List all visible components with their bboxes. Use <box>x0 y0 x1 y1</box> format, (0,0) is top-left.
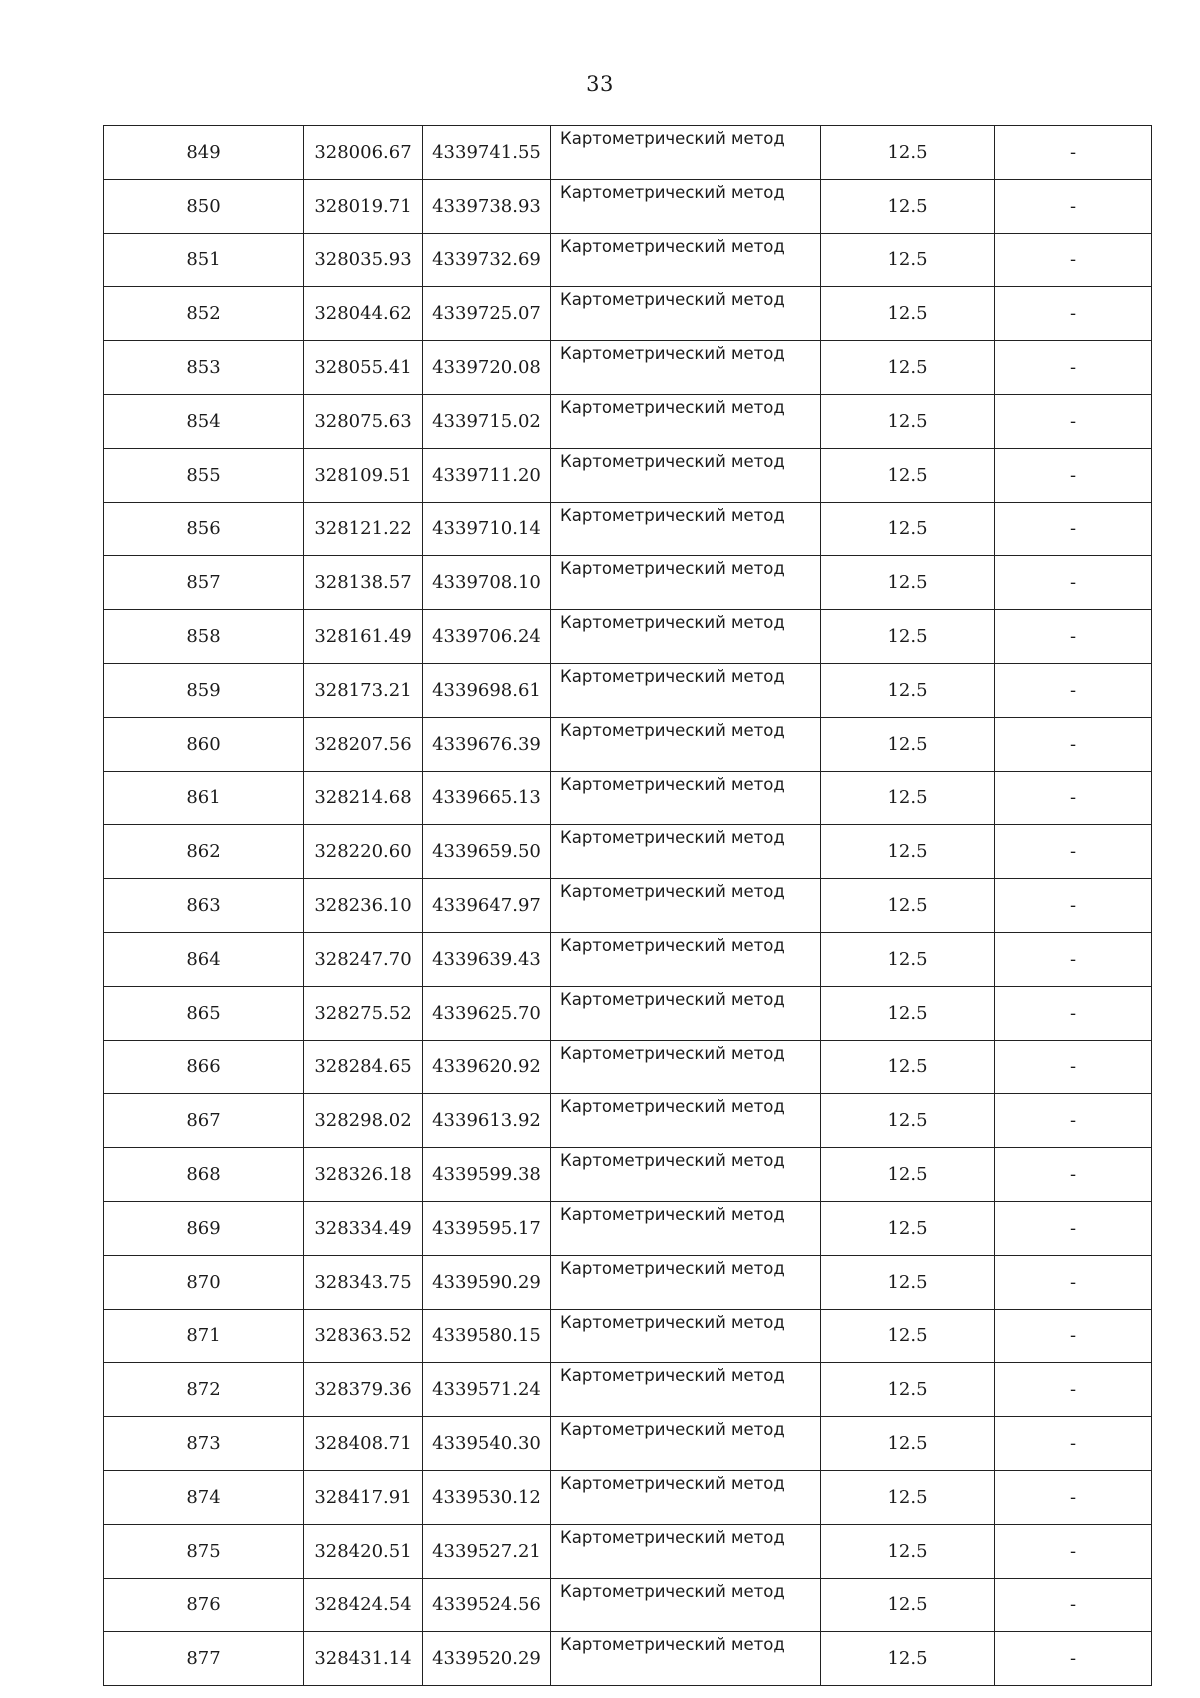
table-row <box>104 341 1152 395</box>
point-number-cell: 874 <box>104 1470 304 1524</box>
point-number-cell: 854 <box>104 394 304 448</box>
y-coordinate-cell: 4339540.30 <box>423 1417 551 1471</box>
note-cell: - <box>995 502 1152 556</box>
x-coordinate-cell: 328109.51 <box>304 448 423 502</box>
y-coordinate-cell: 4339720.08 <box>423 341 551 395</box>
table-row <box>104 610 1152 664</box>
point-number-cell: 858 <box>104 610 304 664</box>
table-row <box>104 825 1152 879</box>
point-number-cell: 871 <box>104 1309 304 1363</box>
accuracy-cell: 12.5 <box>821 932 995 986</box>
y-coordinate-cell: 4339580.15 <box>423 1309 551 1363</box>
table-row <box>104 1040 1152 1094</box>
accuracy-cell: 12.5 <box>821 663 995 717</box>
point-number-cell: 853 <box>104 341 304 395</box>
note-cell: - <box>995 1524 1152 1578</box>
accuracy-cell: 12.5 <box>821 1417 995 1471</box>
y-coordinate-cell: 4339647.97 <box>423 879 551 933</box>
y-coordinate-cell: 4339676.39 <box>423 717 551 771</box>
method-cell: Картометрический метод <box>551 1255 821 1309</box>
y-coordinate-cell: 4339571.24 <box>423 1363 551 1417</box>
accuracy-cell: 12.5 <box>821 610 995 664</box>
x-coordinate-cell: 328138.57 <box>304 556 423 610</box>
point-number-cell: 849 <box>104 126 304 180</box>
x-coordinate-cell: 328173.21 <box>304 663 423 717</box>
coordinates-table-body <box>104 126 1152 1686</box>
y-coordinate-cell: 4339659.50 <box>423 825 551 879</box>
y-coordinate-cell: 4339625.70 <box>423 986 551 1040</box>
method-cell: Картометрический метод <box>551 179 821 233</box>
accuracy-cell: 12.5 <box>821 179 995 233</box>
table-row <box>104 1470 1152 1524</box>
x-coordinate-cell: 328247.70 <box>304 932 423 986</box>
method-cell: Картометрический метод <box>551 1417 821 1471</box>
accuracy-cell: 12.5 <box>821 1309 995 1363</box>
note-cell: - <box>995 1094 1152 1148</box>
y-coordinate-cell: 4339520.29 <box>423 1632 551 1686</box>
point-number-cell: 855 <box>104 448 304 502</box>
x-coordinate-cell: 328431.14 <box>304 1632 423 1686</box>
note-cell: - <box>995 1578 1152 1632</box>
table-row <box>104 1148 1152 1202</box>
method-cell: Картометрический метод <box>551 825 821 879</box>
table-row <box>104 1524 1152 1578</box>
table-row <box>104 771 1152 825</box>
note-cell: - <box>995 1040 1152 1094</box>
point-number-cell: 877 <box>104 1632 304 1686</box>
accuracy-cell: 12.5 <box>821 287 995 341</box>
x-coordinate-cell: 328408.71 <box>304 1417 423 1471</box>
point-number-cell: 859 <box>104 663 304 717</box>
x-coordinate-cell: 328121.22 <box>304 502 423 556</box>
note-cell: - <box>995 556 1152 610</box>
y-coordinate-cell: 4339725.07 <box>423 287 551 341</box>
y-coordinate-cell: 4339590.29 <box>423 1255 551 1309</box>
x-coordinate-cell: 328161.49 <box>304 610 423 664</box>
y-coordinate-cell: 4339524.56 <box>423 1578 551 1632</box>
x-coordinate-cell: 328220.60 <box>304 825 423 879</box>
y-coordinate-cell: 4339665.13 <box>423 771 551 825</box>
method-cell: Картометрический метод <box>551 771 821 825</box>
x-coordinate-cell: 328207.56 <box>304 717 423 771</box>
point-number-cell: 869 <box>104 1201 304 1255</box>
table-row <box>104 287 1152 341</box>
method-cell: Картометрический метод <box>551 1201 821 1255</box>
accuracy-cell: 12.5 <box>821 771 995 825</box>
point-number-cell: 872 <box>104 1363 304 1417</box>
point-number-cell: 856 <box>104 502 304 556</box>
accuracy-cell: 12.5 <box>821 825 995 879</box>
y-coordinate-cell: 4339595.17 <box>423 1201 551 1255</box>
table-row <box>104 1201 1152 1255</box>
y-coordinate-cell: 4339698.61 <box>423 663 551 717</box>
note-cell: - <box>995 663 1152 717</box>
note-cell: - <box>995 1148 1152 1202</box>
note-cell: - <box>995 179 1152 233</box>
x-coordinate-cell: 328044.62 <box>304 287 423 341</box>
x-coordinate-cell: 328420.51 <box>304 1524 423 1578</box>
note-cell: - <box>995 1255 1152 1309</box>
accuracy-cell: 12.5 <box>821 1524 995 1578</box>
method-cell: Картометрический метод <box>551 986 821 1040</box>
method-cell: Картометрический метод <box>551 932 821 986</box>
point-number-cell: 863 <box>104 879 304 933</box>
method-cell: Картометрический метод <box>551 556 821 610</box>
method-cell: Картометрический метод <box>551 287 821 341</box>
x-coordinate-cell: 328417.91 <box>304 1470 423 1524</box>
y-coordinate-cell: 4339711.20 <box>423 448 551 502</box>
note-cell: - <box>995 610 1152 664</box>
method-cell: Картометрический метод <box>551 1363 821 1417</box>
note-cell: - <box>995 717 1152 771</box>
note-cell: - <box>995 1417 1152 1471</box>
note-cell: - <box>995 1201 1152 1255</box>
x-coordinate-cell: 328379.36 <box>304 1363 423 1417</box>
note-cell: - <box>995 1309 1152 1363</box>
page-number: 33 <box>586 72 614 96</box>
note-cell: - <box>995 825 1152 879</box>
x-coordinate-cell: 328298.02 <box>304 1094 423 1148</box>
accuracy-cell: 12.5 <box>821 1255 995 1309</box>
y-coordinate-cell: 4339738.93 <box>423 179 551 233</box>
method-cell: Картометрический метод <box>551 1094 821 1148</box>
y-coordinate-cell: 4339708.10 <box>423 556 551 610</box>
accuracy-cell: 12.5 <box>821 1632 995 1686</box>
table-row <box>104 879 1152 933</box>
method-cell: Картометрический метод <box>551 663 821 717</box>
y-coordinate-cell: 4339710.14 <box>423 502 551 556</box>
method-cell: Картометрический метод <box>551 448 821 502</box>
method-cell: Картометрический метод <box>551 717 821 771</box>
table-row <box>104 1094 1152 1148</box>
accuracy-cell: 12.5 <box>821 717 995 771</box>
accuracy-cell: 12.5 <box>821 341 995 395</box>
note-cell: - <box>995 1363 1152 1417</box>
accuracy-cell: 12.5 <box>821 879 995 933</box>
method-cell: Картометрический метод <box>551 1470 821 1524</box>
accuracy-cell: 12.5 <box>821 986 995 1040</box>
table-row <box>104 663 1152 717</box>
point-number-cell: 852 <box>104 287 304 341</box>
note-cell: - <box>995 932 1152 986</box>
point-number-cell: 867 <box>104 1094 304 1148</box>
x-coordinate-cell: 328284.65 <box>304 1040 423 1094</box>
point-number-cell: 851 <box>104 233 304 287</box>
note-cell: - <box>995 879 1152 933</box>
table-row <box>104 1417 1152 1471</box>
x-coordinate-cell: 328275.52 <box>304 986 423 1040</box>
method-cell: Картометрический метод <box>551 1040 821 1094</box>
table-row <box>104 1363 1152 1417</box>
method-cell: Картометрический метод <box>551 1148 821 1202</box>
accuracy-cell: 12.5 <box>821 1470 995 1524</box>
note-cell: - <box>995 771 1152 825</box>
y-coordinate-cell: 4339639.43 <box>423 932 551 986</box>
note-cell: - <box>995 233 1152 287</box>
point-number-cell: 870 <box>104 1255 304 1309</box>
y-coordinate-cell: 4339732.69 <box>423 233 551 287</box>
note-cell: - <box>995 1470 1152 1524</box>
x-coordinate-cell: 328334.49 <box>304 1201 423 1255</box>
x-coordinate-cell: 328424.54 <box>304 1578 423 1632</box>
accuracy-cell: 12.5 <box>821 126 995 180</box>
table-row <box>104 1309 1152 1363</box>
point-number-cell: 850 <box>104 179 304 233</box>
method-cell: Картометрический метод <box>551 394 821 448</box>
x-coordinate-cell: 328326.18 <box>304 1148 423 1202</box>
table-row <box>104 717 1152 771</box>
point-number-cell: 860 <box>104 717 304 771</box>
x-coordinate-cell: 328006.67 <box>304 126 423 180</box>
accuracy-cell: 12.5 <box>821 502 995 556</box>
x-coordinate-cell: 328214.68 <box>304 771 423 825</box>
table-row <box>104 233 1152 287</box>
note-cell: - <box>995 448 1152 502</box>
accuracy-cell: 12.5 <box>821 1578 995 1632</box>
accuracy-cell: 12.5 <box>821 394 995 448</box>
y-coordinate-cell: 4339613.92 <box>423 1094 551 1148</box>
point-number-cell: 876 <box>104 1578 304 1632</box>
note-cell: - <box>995 1632 1152 1686</box>
point-number-cell: 861 <box>104 771 304 825</box>
point-number-cell: 862 <box>104 825 304 879</box>
accuracy-cell: 12.5 <box>821 233 995 287</box>
y-coordinate-cell: 4339741.55 <box>423 126 551 180</box>
y-coordinate-cell: 4339599.38 <box>423 1148 551 1202</box>
method-cell: Картометрический метод <box>551 610 821 664</box>
accuracy-cell: 12.5 <box>821 448 995 502</box>
x-coordinate-cell: 328035.93 <box>304 233 423 287</box>
point-number-cell: 864 <box>104 932 304 986</box>
table-row <box>104 932 1152 986</box>
accuracy-cell: 12.5 <box>821 1094 995 1148</box>
x-coordinate-cell: 328363.52 <box>304 1309 423 1363</box>
method-cell: Картометрический метод <box>551 1309 821 1363</box>
coordinates-table <box>103 125 1152 1686</box>
x-coordinate-cell: 328075.63 <box>304 394 423 448</box>
method-cell: Картометрический метод <box>551 502 821 556</box>
table-row <box>104 986 1152 1040</box>
table-row <box>104 126 1152 180</box>
point-number-cell: 857 <box>104 556 304 610</box>
method-cell: Картометрический метод <box>551 126 821 180</box>
y-coordinate-cell: 4339706.24 <box>423 610 551 664</box>
point-number-cell: 868 <box>104 1148 304 1202</box>
accuracy-cell: 12.5 <box>821 1148 995 1202</box>
table-row <box>104 1578 1152 1632</box>
table-row <box>104 1632 1152 1686</box>
x-coordinate-cell: 328019.71 <box>304 179 423 233</box>
note-cell: - <box>995 126 1152 180</box>
accuracy-cell: 12.5 <box>821 1040 995 1094</box>
table-row <box>104 394 1152 448</box>
x-coordinate-cell: 328343.75 <box>304 1255 423 1309</box>
y-coordinate-cell: 4339715.02 <box>423 394 551 448</box>
method-cell: Картометрический метод <box>551 1632 821 1686</box>
accuracy-cell: 12.5 <box>821 556 995 610</box>
accuracy-cell: 12.5 <box>821 1201 995 1255</box>
point-number-cell: 865 <box>104 986 304 1040</box>
accuracy-cell: 12.5 <box>821 1363 995 1417</box>
method-cell: Картометрический метод <box>551 233 821 287</box>
table-row <box>104 448 1152 502</box>
method-cell: Картометрический метод <box>551 879 821 933</box>
note-cell: - <box>995 287 1152 341</box>
method-cell: Картометрический метод <box>551 341 821 395</box>
x-coordinate-cell: 328055.41 <box>304 341 423 395</box>
point-number-cell: 873 <box>104 1417 304 1471</box>
table-row <box>104 556 1152 610</box>
method-cell: Картометрический метод <box>551 1524 821 1578</box>
table-row <box>104 502 1152 556</box>
point-number-cell: 866 <box>104 1040 304 1094</box>
note-cell: - <box>995 394 1152 448</box>
table-row <box>104 1255 1152 1309</box>
point-number-cell: 875 <box>104 1524 304 1578</box>
note-cell: - <box>995 341 1152 395</box>
note-cell: - <box>995 986 1152 1040</box>
y-coordinate-cell: 4339527.21 <box>423 1524 551 1578</box>
x-coordinate-cell: 328236.10 <box>304 879 423 933</box>
y-coordinate-cell: 4339530.12 <box>423 1470 551 1524</box>
table-row <box>104 179 1152 233</box>
method-cell: Картометрический метод <box>551 1578 821 1632</box>
y-coordinate-cell: 4339620.92 <box>423 1040 551 1094</box>
